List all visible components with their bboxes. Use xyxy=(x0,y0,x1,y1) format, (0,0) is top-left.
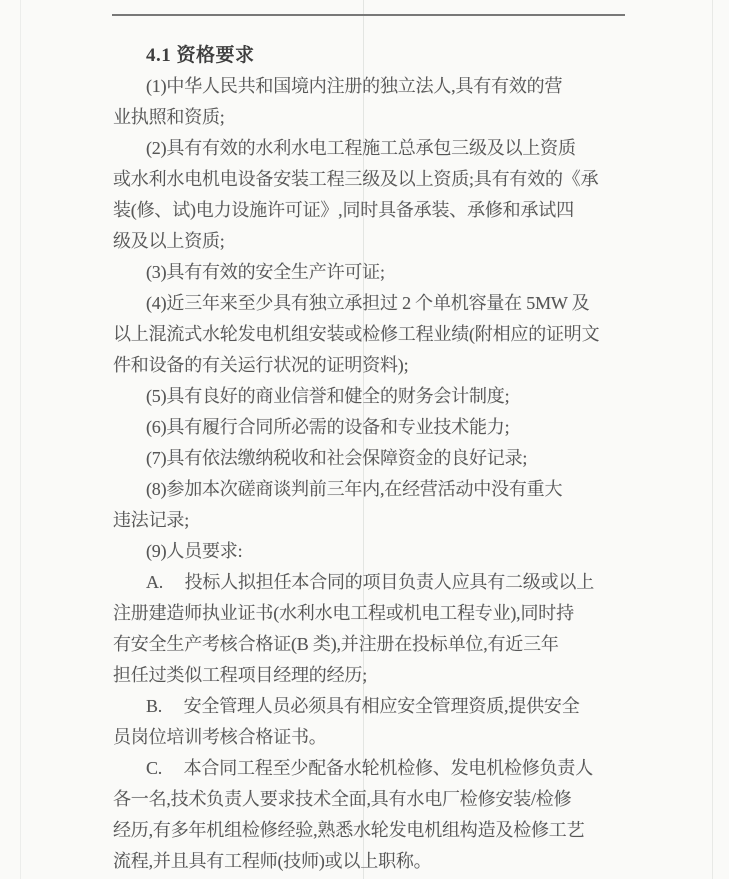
text-line: (2)具有有效的水利水电工程施工总承包三级及以上资质 xyxy=(146,138,576,158)
document-body xyxy=(113,40,653,877)
text-line: (5)具有良好的商业信誉和健全的财务会计制度; xyxy=(146,386,510,406)
text-line: 以上混流式水轮发电机组安装或检修工程业绩(附相应的证明文 xyxy=(113,324,600,344)
scan-artifact-vline xyxy=(712,0,713,879)
text-line: 经历,有多年机组检修经验,熟悉水轮发电机组构造及检修工艺 xyxy=(113,820,585,840)
section-heading: 4.1 资格要求 xyxy=(146,45,255,66)
text-line: 业执照和资质; xyxy=(113,107,225,127)
header-rule xyxy=(112,14,625,16)
text-line: 各一名,技术负责人要求技术全面,具有水电厂检修安装/检修 xyxy=(113,789,572,809)
text-line: B. 安全管理人员必须具有相应安全管理资质,提供安全 xyxy=(146,696,580,716)
text-line: (8)参加本次磋商谈判前三年内,在经营活动中没有重大 xyxy=(146,479,563,499)
text-line: 注册建造师执业证书(水利水电工程或机电工程专业),同时持 xyxy=(113,603,574,623)
text-line: 流程,并且具有工程师(技师)或以上职称。 xyxy=(113,851,432,871)
text-line: (4)近三年来至少具有独立承担过 2 个单机容量在 5MW 及 xyxy=(146,293,590,313)
text-line: 级及以上资质; xyxy=(113,231,225,251)
text-line: 或水利水电机电设备安装工程三级及以上资质;具有有效的《承 xyxy=(113,169,599,189)
text-line: (9)人员要求: xyxy=(146,541,243,561)
scan-artifact-vline xyxy=(20,0,21,879)
text-line: 件和设备的有关运行状况的证明资料); xyxy=(113,355,409,375)
text-line: (7)具有依法缴纳税收和社会保障资金的良好记录; xyxy=(146,448,528,468)
text-line: (1)中华人民共和国境内注册的独立法人,具有有效的营 xyxy=(146,76,563,96)
text-line: C. 本合同工程至少配备水轮机检修、发电机检修负责人 xyxy=(146,758,594,778)
text-line: 有安全生产考核合格证(B 类),并注册在投标单位,有近三年 xyxy=(113,634,559,654)
text-line: (3)具有有效的安全生产许可证; xyxy=(146,262,385,282)
text-line: (6)具有履行合同所必需的设备和专业技术能力; xyxy=(146,417,510,437)
text-line: 违法记录; xyxy=(113,510,190,530)
text-line: 装(修、试)电力设施许可证》,同时具备承装、承修和承试四 xyxy=(113,200,574,220)
text-line: 担任过类似工程项目经理的经历; xyxy=(113,665,367,685)
text-line: 员岗位培训考核合格证书。 xyxy=(113,727,327,747)
text-line: A. 投标人拟担任本合同的项目负责人应具有二级或以上 xyxy=(146,572,594,592)
